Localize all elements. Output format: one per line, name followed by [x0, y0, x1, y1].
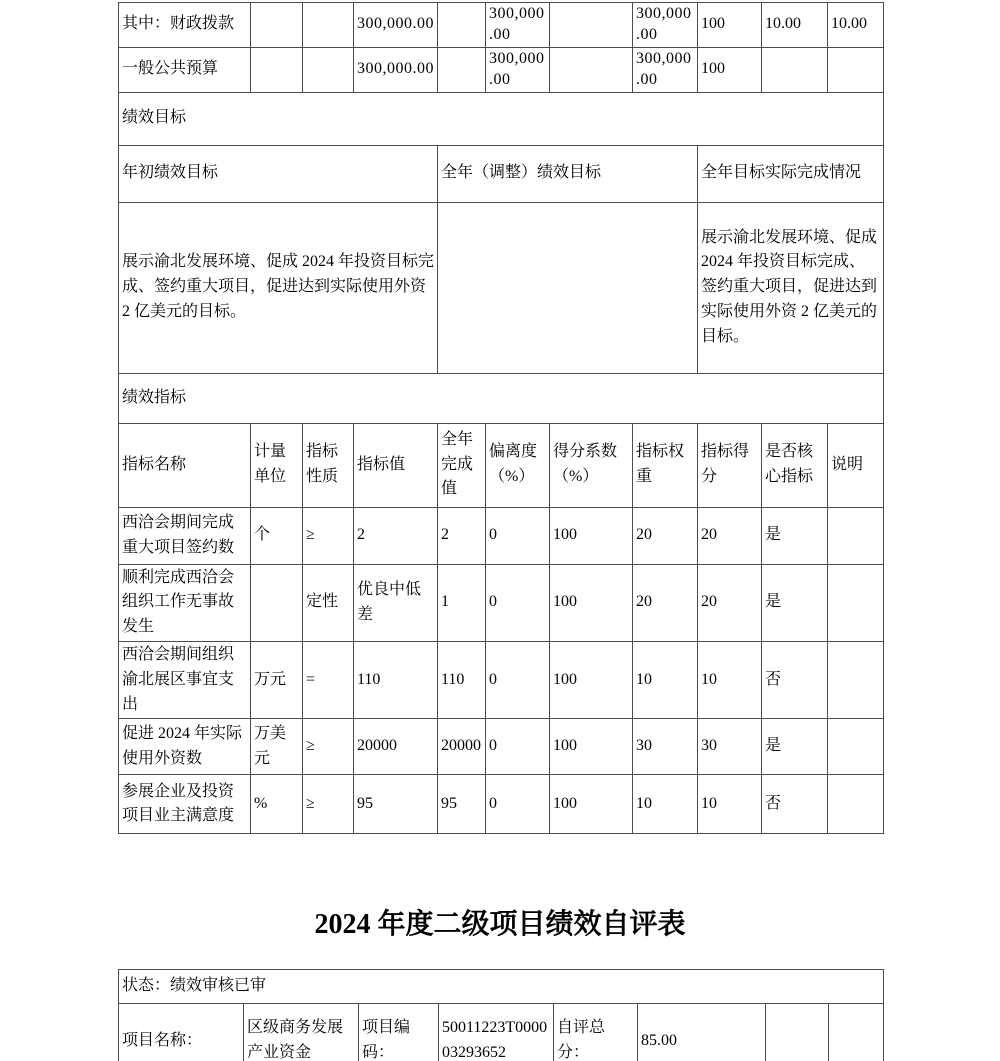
empty-cell	[766, 1004, 829, 1061]
indicator-cell: 10	[698, 641, 762, 718]
indicator-cell: 西洽会期间完成重大项目签约数	[119, 507, 251, 564]
indicators-section-row	[119, 373, 884, 423]
indicator-cell: 100	[550, 719, 633, 775]
project-info-row	[119, 1004, 884, 1061]
indicator-cell: 110	[354, 641, 438, 718]
indicator-cell	[828, 719, 884, 775]
budget-cell	[438, 47, 486, 92]
indicator-header-target: 指标值	[354, 423, 438, 507]
indicator-cell: 95	[438, 775, 486, 834]
indicator-header-core: 是否核心指标	[762, 423, 828, 507]
budget-cell: 10.00	[762, 3, 828, 48]
goal-header-actual: 全年目标实际完成情况	[698, 145, 884, 202]
page-title: 2024 年度二级项目绩效自评表	[314, 909, 686, 940]
indicator-cell: 2	[354, 507, 438, 564]
budget-cell	[550, 47, 633, 92]
indicator-cell: 参展企业及投资项目业主满意度	[119, 775, 251, 834]
field-label-self-score: 自评总分：	[554, 1004, 638, 1061]
budget-cell: 10.00	[828, 3, 884, 48]
indicator-header-score: 指标得分	[698, 423, 762, 507]
indicator-cell: 是	[762, 507, 828, 564]
indicator-cell: ≥	[303, 775, 354, 834]
indicator-cell: 是	[762, 719, 828, 775]
goals-section-title: 绩效目标	[119, 92, 884, 145]
indicator-header-row	[119, 423, 884, 507]
budget-row	[119, 47, 884, 92]
indicator-cell	[251, 564, 303, 641]
indicator-cell: 1	[438, 564, 486, 641]
indicator-header-name: 指标名称	[119, 423, 251, 507]
indicator-cell: 10	[698, 775, 762, 834]
goals-section-row	[119, 92, 884, 145]
indicator-header-nature: 指标性质	[303, 423, 354, 507]
indicator-cell: 万元	[251, 641, 303, 718]
budget-label: 一般公共预算	[119, 47, 251, 92]
indicator-row	[119, 719, 884, 775]
indicator-cell: 否	[762, 775, 828, 834]
indicator-cell: 是	[762, 564, 828, 641]
budget-cell	[251, 47, 303, 92]
budget-cell: 300,000.00	[354, 47, 438, 92]
budget-cell: 300,000.00	[486, 3, 550, 48]
budget-cell: 300,000.00	[633, 3, 698, 48]
indicator-cell: 20	[633, 507, 698, 564]
indicator-cell: %	[251, 775, 303, 834]
indicator-cell: 2	[438, 507, 486, 564]
budget-cell: 300,000.00	[633, 47, 698, 92]
indicator-cell: 100	[550, 641, 633, 718]
indicator-row	[119, 641, 884, 718]
indicator-row	[119, 507, 884, 564]
budget-cell: 100	[698, 47, 762, 92]
budget-cell	[762, 47, 828, 92]
indicator-cell: 20000	[354, 719, 438, 775]
indicator-cell: 0	[486, 775, 550, 834]
indicator-cell: 95	[354, 775, 438, 834]
indicator-cell	[828, 564, 884, 641]
budget-cell	[438, 3, 486, 48]
indicator-cell: ≥	[303, 719, 354, 775]
budget-cell	[828, 47, 884, 92]
indicator-cell: 20	[698, 507, 762, 564]
budget-cell: 300,000.00	[354, 3, 438, 48]
indicator-cell: =	[303, 641, 354, 718]
indicator-cell: 20	[698, 564, 762, 641]
goal-adjusted-text	[438, 202, 698, 373]
goal-header-adjusted: 全年（调整）绩效目标	[438, 145, 698, 202]
indicator-cell	[828, 775, 884, 834]
goal-content-row	[119, 202, 884, 373]
indicator-row	[119, 564, 884, 641]
indicator-cell: 否	[762, 641, 828, 718]
field-value-self-score: 85.00	[638, 1004, 766, 1061]
indicator-cell	[828, 641, 884, 718]
indicator-cell: 0	[486, 507, 550, 564]
indicator-cell: 0	[486, 719, 550, 775]
indicator-cell: 10	[633, 641, 698, 718]
indicator-cell: 30	[633, 719, 698, 775]
budget-cell	[303, 3, 354, 48]
budget-cell	[303, 47, 354, 92]
indicator-cell: 个	[251, 507, 303, 564]
indicator-header-unit: 计量单位	[251, 423, 303, 507]
budget-cell: 100	[698, 3, 762, 48]
indicator-cell: 100	[550, 564, 633, 641]
indicator-header-note: 说明	[828, 423, 884, 507]
indicator-cell: 20	[633, 564, 698, 641]
indicator-cell: 万美元	[251, 719, 303, 775]
goal-header-row	[119, 145, 884, 202]
indicator-header-coefficient: 得分系数（%）	[550, 423, 633, 507]
field-label-project-name: 项目名称：	[119, 1004, 244, 1061]
indicator-cell: 西洽会期间组织渝北展区事宜支出	[119, 641, 251, 718]
indicator-row	[119, 775, 884, 834]
goal-initial-text: 展示渝北发展环境、促成 2024 年投资目标完成、签约重大项目，促进达到实际使用外资 2 亿美元的目标。	[119, 202, 438, 373]
indicator-cell: ≥	[303, 507, 354, 564]
field-value-project-code: 50011223T000003293652	[439, 1004, 554, 1061]
budget-cell: 300,000.00	[486, 47, 550, 92]
indicator-cell: 100	[550, 507, 633, 564]
budget-cell	[251, 3, 303, 48]
indicator-cell: 20000	[438, 719, 486, 775]
indicators-section-title: 绩效指标	[119, 373, 884, 423]
indicator-cell: 定性	[303, 564, 354, 641]
indicator-header-actual: 全年完成值	[438, 423, 486, 507]
indicator-cell: 促进 2024 年实际使用外资数	[119, 719, 251, 775]
self-eval-table	[118, 969, 884, 1061]
budget-row	[119, 3, 884, 48]
indicator-cell: 0	[486, 641, 550, 718]
status-text: 状态：绩效审核已审	[119, 970, 884, 1004]
indicator-cell: 0	[486, 564, 550, 641]
indicator-cell: 100	[550, 775, 633, 834]
performance-table	[118, 2, 884, 834]
status-row	[119, 970, 884, 1004]
budget-cell	[550, 3, 633, 48]
indicator-cell: 110	[438, 641, 486, 718]
goal-header-initial: 年初绩效目标	[119, 145, 438, 202]
empty-cell	[829, 1004, 884, 1061]
indicator-cell: 30	[698, 719, 762, 775]
indicator-cell: 10	[633, 775, 698, 834]
indicator-header-deviation: 偏离度（%）	[486, 423, 550, 507]
field-label-project-code: 项目编码：	[359, 1004, 439, 1061]
budget-label: 其中：财政拨款	[119, 3, 251, 48]
indicator-cell	[828, 507, 884, 564]
goal-actual-text: 展示渝北发展环境、促成 2024 年投资目标完成、签约重大项目，促进达到实际使用外资 2 亿美元的目标。	[698, 202, 884, 373]
indicator-header-weight: 指标权重	[633, 423, 698, 507]
indicator-cell: 顺利完成西洽会组织工作无事故发生	[119, 564, 251, 641]
field-value-project-name: 区级商务发展产业资金	[244, 1004, 359, 1061]
indicator-cell: 优良中低差	[354, 564, 438, 641]
